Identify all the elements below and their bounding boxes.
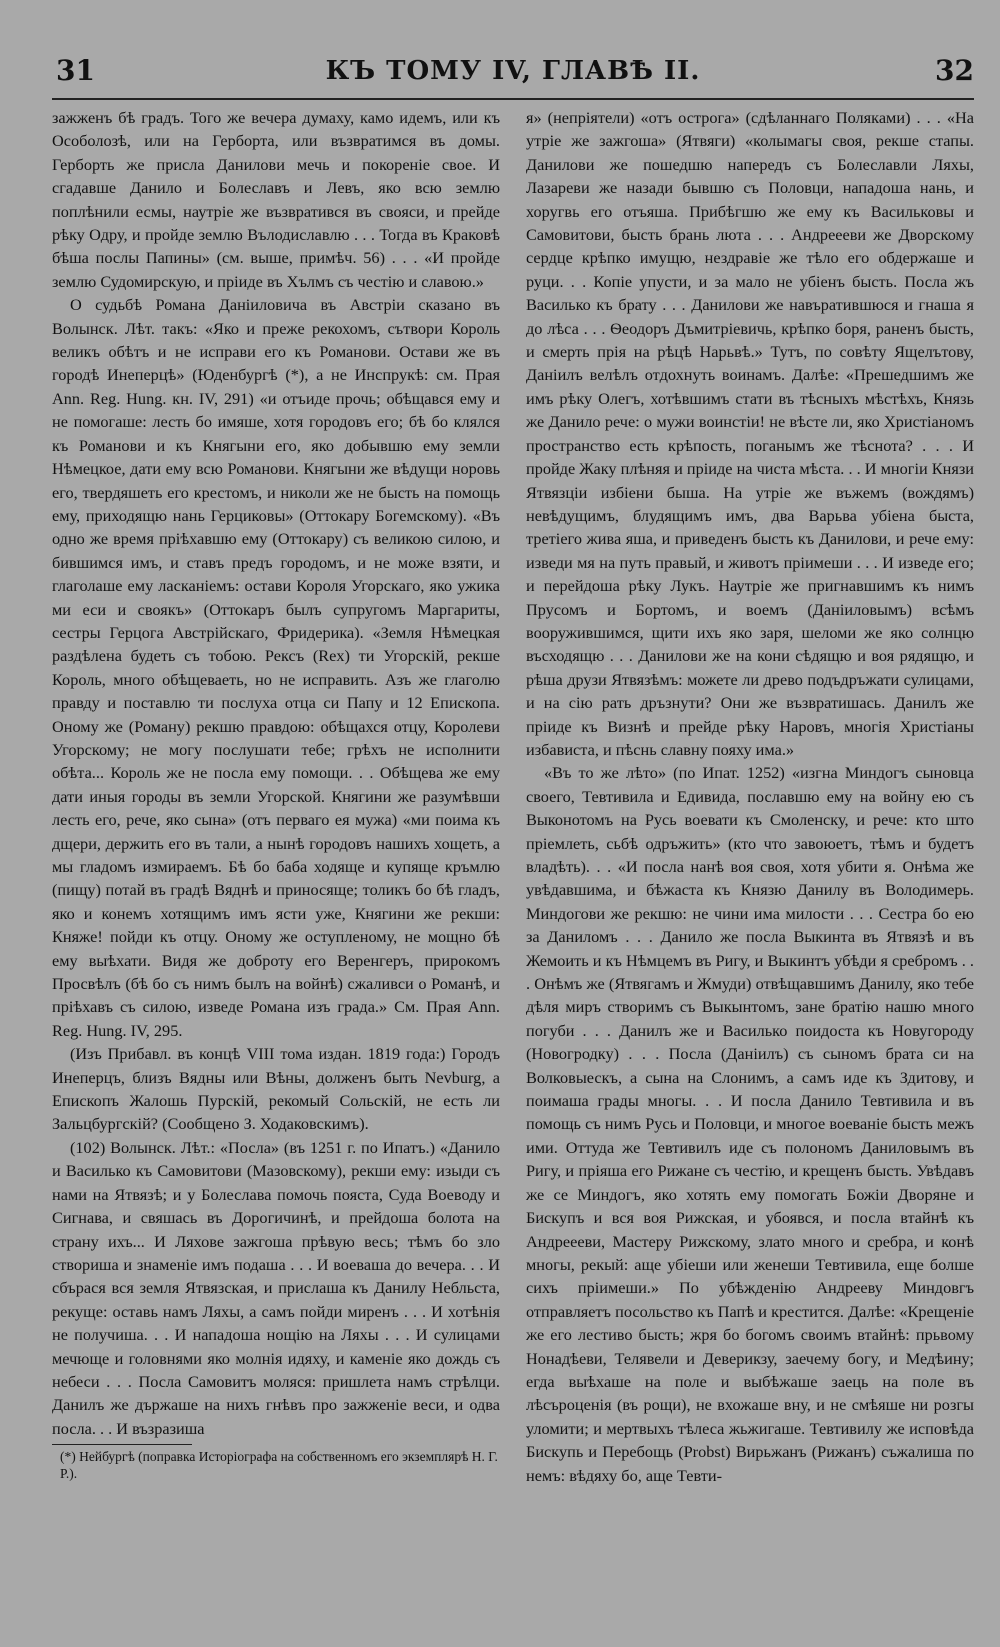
page-number-left: 31 <box>56 54 95 87</box>
running-title: КЪ ТОМУ IV, ГЛАВѢ II. <box>325 56 701 86</box>
paragraph: «Въ то же лѣто» (по Ипат. 1252) «изгна Миндогъ сыновца своего, Тевтивила и Едивида, пославшю ему на войну ею съ Выконотомъ на Русь воевати къ Смоленску, и рече: кто што пріемлеть, сьбѣ одръжить» (кто что завоюетъ, тѣмъ и будетъ владѣть). . . «И посла нанѣ воя своя, хотя убити я. Онѣма же увѣдавшима, и бѣжаста къ Князю Данилу въ Володимерь. Миндогови же рекшю: не чини има милости . . . Сестра бо ею за Даниломъ . . . Данило же посла Выкинта въ Ятвязѣ и въ Жемоить и къ Нѣмцемъ въ Ригу, и Выкинтъ убѣди я сребромъ . . . Онѣмъ же (Ятвягамъ и Жмуди) отвѣщавшимъ Данилу, яко тебе дѣля миръ створимъ съ Выкынтомъ, зане братію нашю много погуби . . . Данилъ же и Василько поидоста къ Новугороду (Новогродку) . . . Посла (Даніилъ) съ сыномъ брата си на Волковыескъ, а сына на Слонимъ, а самъ иде къ Здитову, и поимаша грады многы. . . И посла Данило Тевтивила и въ помощь съ нимъ Русь и Половци, и многое воеваніе бысть межъ ими. Оттуда же Тевтивилъ иде съ полономъ Даниловымъ въ Ригу, и пріяша его Рижане съ честію, и крещенъ бысть. Увѣдавъ же се Миндогъ, яко хотять ему помогать Божіи Дворяне и Бискупъ и вся воя Рижская, и убоявся, и посла втайнѣ къ Андреееви, Мастеру Рижскому, злато много и сребра, и конѣ многы, рекый: аще убіеши или женеши Тевтивила, еще болше сихъ пріимеши.» По убѣжденію Андрееву Миндовгъ отправляетъ посольство къ Папѣ и крестится. Далѣе: «Крещеніе же его лестиво бысть; жря бо богомъ своимъ втайнѣ: прьвому Нонадѣеви, Телявели и Деверикзу, заечему богу, и Медѣину; егда выѣхаше на поле и выбѣжаше заець на поле въ лѣсъроценія (въ рощи), не вхожаше вну, и не смѣяше ни розгы уломити; и мертвыхъ тѣлеса жьжигаше. Тевтивилу же исповѣда Бискупь и Перебощь (Probst) Вирьжанъ (Рижанъ) съжалиша по немъ: вѣдяху бо, аще Тевти- <box>526 763 974 1485</box>
page-header <box>52 54 974 96</box>
paragraph: зажженъ бѣ градъ. Того же вечера думаху, камо идемъ, или къ Особолозѣ, или на Герборта, или възвратимся въ домы. Герборть же присла Данилови мечь и покореніе свое. И сгадавше Данило и Болеславъ и Левъ, яко всю землю поплѣнили есмы, наутріе же възвратився въ свояси, и прейде рѣку Одру, и пройде землю Вълодиславлю . . . Тогда въ Краковѣ бѣша послы Папины» (см. выше, примѣч. 56) . . . «И пройде землю Судомирскую, и пріиде въ Хълмъ съ честію и славою.» <box>52 108 500 291</box>
left-column <box>52 106 500 1487</box>
header-rule <box>52 98 974 100</box>
footnote-rule <box>52 1444 192 1445</box>
footnote: (*) Нейбургѣ (поправка Исторіографа на собственномъ его экземплярѣ Н. Г. Р.). <box>60 1449 498 1482</box>
paragraph: (Изъ Прибавл. въ концѣ VIII тома издан. 1819 года:) Городъ Инеперцъ, близъ Вядны или Вѣны, долженъ быть Nevburg, а Епископъ Жалошь Пурскій, рекомый Сольскій, не есть ли Зальцбургскій? (Сообщено З. Ходаковскимъ). <box>52 1044 500 1134</box>
paragraph: О судьбѣ Романа Даніиловича въ Австріи сказано въ Волынск. Лѣт. такъ: «Яко и преже рекохомъ, сътвори Король великъ обѣтъ и не исправи его къ Романови. Остави же въ городѣ Инеперцѣ» (Юденбургѣ (*), а не Инспрукѣ: см. Прая Ann. Reg. Hung. кн. IV, 291) «и отъиде прочь; обѣщався ему и не помогаше: лесть бо имяше, хотя городовъ его; бѣ бо клялся къ Романови и къ Княгыни его, яко добывшю ему земли Нѣмецкое, дати ему всю Романови. Княгыни же вѣдущи норовь его, твердяшеть его крестомъ, и николи же не бысть на помощь ему, приходящю нань Герциковы» (Оттокару Богемскому). «Въ одно же время пріѣхавшю ему (Оттокару) съ великою силою, и бившимся имъ, и ставъ предъ городомъ, и не може взяти, и глаголаше ему ласканіемъ: остави Короля Угорскаго, яко ужика ми еси и своякъ» (Оттокаръ былъ супругомъ Маргариты, сестры Герцога Австрійскаго, Фридерика). «Земля Нѣмецкая раздѣлена будеть съ тобою. Рексъ (Rex) ти Угорскій, рекше Король, много обѣщеваеть, но не исправить. Азъ же глаголю правду и поставлю ти послуха отца си Папу и 12 Епископа. Оному же (Роману) рекшю правдою: обѣщахся отцу, Королеви Угорскому; не могу послушати тебе; грѣхъ не исполнити обѣта... Король же не посла ему помощи. . . Обѣщева же ему дати иныя городы въ земли Угорской. Княгини же разумѣвши лесть его, рече, яко сына» (отъ перваго ея мужа) «ми поима къ дщери, держить его въ тали, а нынѣ городовъ нашихъ хощеть, а мы гладомъ измираемъ. Бѣ бо баба ходяще и купяще кръмлю (пищу) потай въ градѣ Вяднѣ и приносяще; толикъ бо бѣ гладъ, яко и конемъ хотящимъ имъ ясти уже, Княгини же рекши: Княже! пойди къ отцу. Оному же оступленому, не мощно бѣ ему выѣхати. Видя же доброту его Веренгеръ, прирокомъ Просвѣлъ (бѣ бо съ нимъ былъ на войнѣ) сжаливси о Романѣ, и пріѣхавъ съ силою, изведе Романа изъ града.» См. Прая Ann. Reg. Hung. IV, 295. <box>52 295 500 1040</box>
page-number-right: 32 <box>935 54 974 87</box>
right-column <box>526 106 974 1487</box>
paragraph: (102) Волынск. Лѣт.: «Посла» (въ 1251 г. по Ипатъ.) «Данило и Василько къ Самовитови (Мазовскому), рекши ему: изыди съ нами на Ятвязѣ; и у Болеслава помочь пояста, Суда Воеводу и Сигнава, и свяшась въ Дорогичинѣ, и прейдоша болота на страну ихъ... И Ляхове зажгоша прѣвую весь; тѣмъ бо зло створиша и знаменіе имъ подаша . . . И воеваша до вечера. . . И сбърася вся земля Ятвязская, и прислаша къ Данилу Небльста, рекуще: оставь намъ Ляхы, а самъ пойди миренъ . . . И хотѣнія не получиша. . . И нападоша нощію на Ляхы . . . И сулицами мечюще и головнями яко молнія идяху, и каменіе яко дождь съ небеси . . . Посла Самовитъ моляся: пришлета намъ стрѣлци. Данилъ же държаше на нихъ гнѣвъ про зажженіе веси, и одва посла. . . И възразиша <box>52 1137 500 1438</box>
paragraph: я» (непріятели) «отъ острога» (сдѣланнаго Поляками) . . . «На утріе же зажгоша» (Ятвяги) «колымагы своя, рекше стапы. Данилови же пошедшю напередъ съ Болеславли Ляхы, Лазареви же назади бывшю съ Половци, нападоша нань, и хоругвь его отъяша. Прибѣгшю же ему къ Васильковы и Самовитови, бысть брань люта . . . Андреееви же Дворскому сердце крѣпко имущю, нездравіе же тѣло его обдержаше и руци. . . Копіе упусти, и за мало не убіенъ бысть. Посла жъ Василько къ брату . . . Данилови же навъратившюся и гнаша я до лѣса . . . Ѳеодоръ Дъмитріевичь, крѣпко боря, раненъ бысть, и смерть прія на рѣцѣ Нарьвѣ.» Тутъ, по совѣту Ящелътову, Даніилъ велѣлъ отдохнуть воинамъ. Далѣе: «Прешедшимъ же имъ рѣку Олегъ, хотѣвшимъ стати въ тѣсныхъ мѣстѣхъ, Князь же Данило рече: о мужи воинстіи! не вѣсте ли, яко Христіаномъ пространство есть крѣпость, поганымъ же тѣснота? . . . И пройде Жаку плѣняя и пріиде на чиста мѣста. . . И многіи Князи Ятвязціи избіени быша. На утріе же въжемъ (вождямъ) невѣдущимъ, блудящимъ имъ, два Варьва убіена быста, третіего жива яша, и приведенъ бысть къ Данилови, и рече ему: изведи мя на путь правый, и животъ пріимеши . . . И изведе его; и перейдоша рѣку Лукъ. Наутріе же пригнавшимъ къ нимъ Прусомъ и Бортомъ, и воемъ (Даніиловымъ) всѣмъ вооружившимся, щити ихъ яко заря, шеломи же яко солнцю въсходящю . . . Данилови же на кони сѣдящю и воя рядящю, и рѣша друзи Ятвязѣмъ: можете ли древо подъдръжати сулицами, и на сію рать дръзнути? Они же възвратишась. Данилъ же пріиде къ Визнѣ и прейде рѣку Наровъ, многія Христіаны избависта, и пѣснь славну пояху има.» <box>526 108 974 759</box>
text-columns <box>52 106 974 1487</box>
